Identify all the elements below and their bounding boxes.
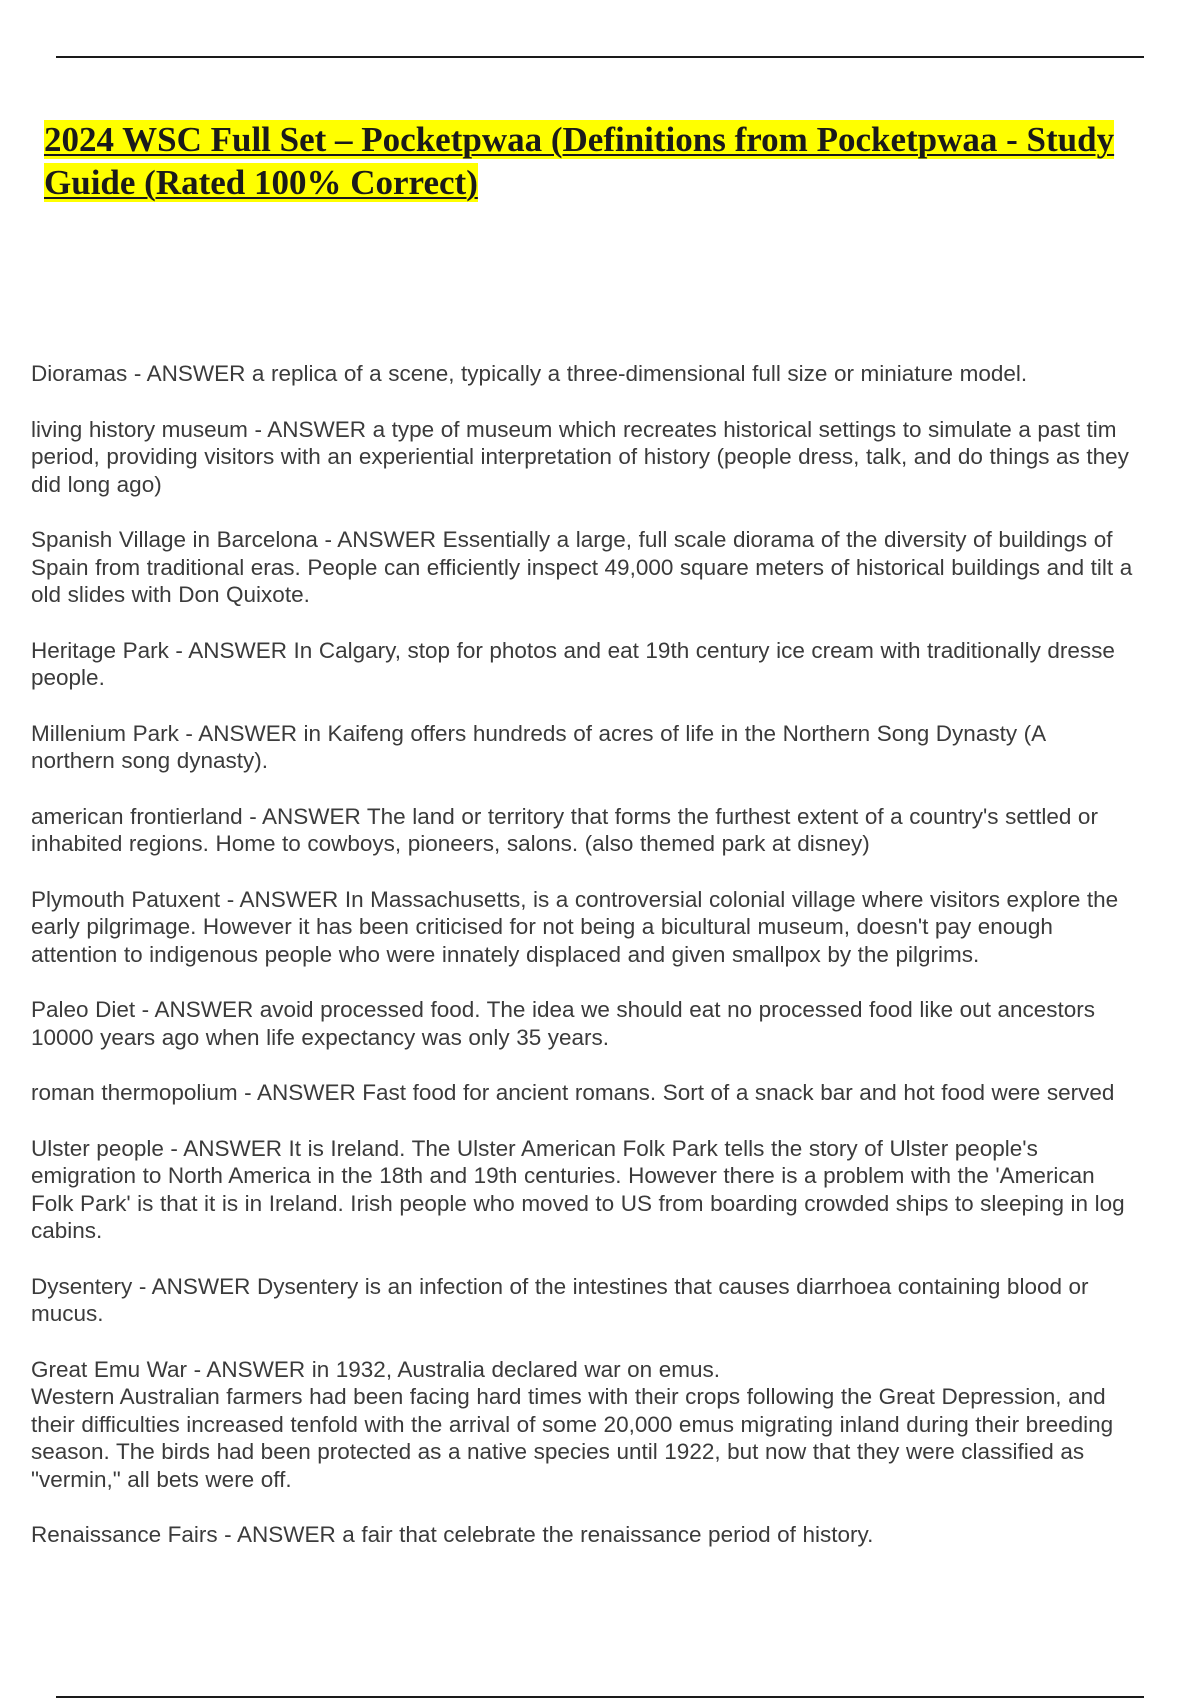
definition-line: did long ago) <box>31 471 162 497</box>
definition-line: Great Emu War - ANSWER in 1932, Australia declared war on emus. <box>31 1356 720 1382</box>
definition-line: Heritage Park - ANSWER In Calgary, stop for photos and eat 19th century ice cream with traditionally dresse <box>31 637 1115 663</box>
definition-line: inhabited regions. Home to cowboys, pioneers, salons. (also themed park at disney) <box>31 831 870 856</box>
definition-line: their difficulties increased tenfold with the arrival of some 20,000 emus migrating inland during their breeding <box>31 1411 1114 1437</box>
definition-line: emigration to North America in the 18th and 19th centuries. However there is a problem with the 'American <box>31 1163 1095 1188</box>
definition-line: northern song dynasty). <box>31 748 268 773</box>
document-title <box>44 118 1200 204</box>
definition-entry <box>31 1356 1200 1494</box>
definition-line: attention to indigenous people who were innately displaced and given smallpox by the pilgrims. <box>31 941 980 967</box>
definition-line: Renaissance Fairs - ANSWER a fair that celebrate the renaissance period of history. <box>31 1522 874 1547</box>
definition-line: cabins. <box>31 1218 103 1243</box>
definition-line: "vermin," all bets were off. <box>31 1466 292 1492</box>
definition-line: Folk Park' is that it is in Ireland. Irish people who moved to US from boarding crowded ships to sleeping in log <box>31 1190 1125 1216</box>
definition-line: season. The birds had been protected as a native species until 1922, but now that they were classified as <box>31 1439 1085 1464</box>
definition-line: Paleo Diet - ANSWER avoid processed food. The idea we should eat no processed food like out ancestors <box>31 997 1096 1022</box>
definition-entry <box>31 1079 1200 1107</box>
definition-line: mucus. <box>31 1301 104 1326</box>
definition-line: living history museum - ANSWER a type of museum which recreates historical settings to simulate a past tim <box>31 416 1117 442</box>
definition-line: Spanish Village in Barcelona - ANSWER Essentially a large, full scale diorama of the diversity of buildings of <box>31 527 1113 552</box>
definition-entry <box>31 1521 1200 1549</box>
definition-line: old slides with Don Quixote. <box>31 582 310 607</box>
definition-line: Ulster people - ANSWER It is Ireland. The Ulster American Folk Park tells the story of Ulster people's <box>31 1135 1038 1161</box>
footer-rule <box>56 1696 1144 1698</box>
definition-line: Western Australian farmers had been facing hard times with their crops following the Great Depression, and <box>31 1384 1106 1409</box>
document-title-line-1: 2024 WSC Full Set – Pocketpwaa (Definitions from Pocketpwaa - Study <box>44 120 1115 159</box>
definition-entry <box>31 1273 1200 1328</box>
definition-line: Millenium Park - ANSWER in Kaifeng offers hundreds of acres of life in the Northern Song Dynasty (A <box>31 720 1047 746</box>
definition-entry <box>31 360 1200 388</box>
definition-line: Dysentery - ANSWER Dysentery is an infection of the intestines that causes diarrhoea containing blood or <box>31 1273 1089 1299</box>
definition-entry <box>31 996 1200 1051</box>
definition-line: Dioramas - ANSWER a replica of a scene, typically a three-dimensional full size or miniature model. <box>31 361 1028 386</box>
definition-line: 10000 years ago when life expectancy was only 35 years. <box>31 1024 610 1050</box>
definition-line: Spain from traditional eras. People can efficiently inspect 49,000 square meters of historical buildings and tilt a <box>31 554 1133 580</box>
definition-entry <box>31 1135 1200 1245</box>
definition-line: period, providing visitors with an experiential interpretation of history (people dress, talk, and do things as they <box>31 444 1129 469</box>
definition-entry <box>31 526 1200 609</box>
definition-entry <box>31 886 1200 969</box>
definition-entry <box>31 803 1200 858</box>
definition-line: Plymouth Patuxent - ANSWER In Massachusetts, is a controversial colonial village where visitors explore the <box>31 886 1119 912</box>
definition-list <box>31 360 1200 1577</box>
definition-line: roman thermopolium - ANSWER Fast food for ancient romans. Sort of a snack bar and hot food were served <box>31 1080 1115 1105</box>
definition-entry <box>31 720 1200 775</box>
document-title-line-2: Guide (Rated 100% Correct) <box>44 163 478 202</box>
definition-entry <box>31 416 1200 499</box>
definition-line: people. <box>31 665 105 690</box>
header-rule <box>56 56 1144 58</box>
definition-entry <box>31 637 1200 692</box>
definition-line: american frontierland - ANSWER The land or territory that forms the furthest extent of a country's settled or <box>31 803 1098 829</box>
definition-line: early pilgrimage. However it has been criticised for not being a bicultural museum, doesn't pay enough <box>31 914 1053 939</box>
